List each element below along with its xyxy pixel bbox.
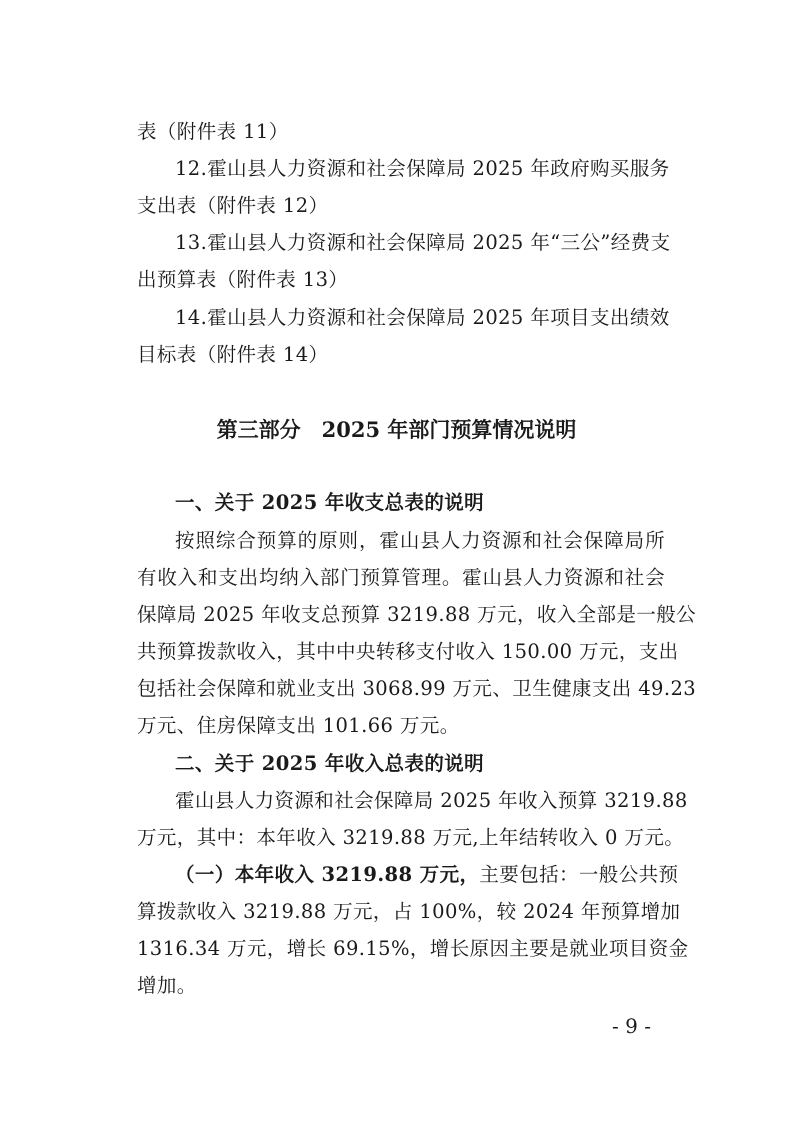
attachment-list-line: 表（附件表 11） bbox=[137, 120, 289, 143]
paragraph-line bbox=[175, 863, 678, 887]
attachment-list-item-13: 13.霍山县人力资源和社会保障局 2025 年“三公”经费支 bbox=[175, 231, 671, 254]
section-title: 第三部分 2025 年部门预算情况说明 bbox=[216, 417, 577, 442]
attachment-list-line: 出预算表（附件表 13） bbox=[137, 268, 349, 291]
paragraph-line: 按照综合预算的原则，霍山县人力资源和社会保障局所 bbox=[175, 529, 665, 552]
paragraph-line: 1316.34 万元，增长 69.15%，增长原因主要是就业项目资金 bbox=[137, 937, 689, 960]
attachment-list-item-14: 14.霍山县人力资源和社会保障局 2025 年项目支出绩效 bbox=[175, 306, 670, 329]
paragraph-line: 万元，其中：本年收入 3219.88 万元,上年结转收入 0 万元。 bbox=[137, 826, 685, 849]
attachment-list-line: 目标表（附件表 14） bbox=[137, 343, 329, 366]
paragraph-line: 共预算拨款收入，其中中央转移支付收入 150.00 万元，支出 bbox=[137, 640, 679, 663]
page-number: - 9 - bbox=[612, 1014, 651, 1038]
paragraph-line: 保障局 2025 年收支总预算 3219.88 万元，收入全部是一般公 bbox=[137, 603, 697, 626]
paragraph-line: 霍山县人力资源和社会保障局 2025 年收入预算 3219.88 bbox=[175, 789, 688, 812]
paragraph-line: 算拨款收入 3219.88 万元，占 100%，较 2024 年预算增加 bbox=[137, 900, 681, 923]
paragraph-line: 有收入和支出均纳入部门预算管理。霍山县人力资源和社会 bbox=[137, 566, 665, 589]
income-subheading-rest: 主要包括：一般公共预 bbox=[479, 863, 679, 886]
attachment-list-line: 支出表（附件表 12） bbox=[137, 194, 329, 217]
paragraph-line: 增加。 bbox=[137, 974, 197, 997]
attachment-list-item-12: 12.霍山县人力资源和社会保障局 2025 年政府购买服务 bbox=[175, 157, 670, 180]
paragraph-line: 包括社会保障和就业支出 3068.99 万元、卫生健康支出 49.23 bbox=[137, 677, 697, 700]
paragraph-line: 万元、住房保障支出 101.66 万元。 bbox=[137, 714, 460, 737]
subsection-heading-1: 一、关于 2025 年收支总表的说明 bbox=[175, 491, 485, 514]
income-subheading: （一）本年收入 3219.88 万元， bbox=[175, 863, 480, 886]
subsection-heading-2: 二、关于 2025 年收入总表的说明 bbox=[175, 752, 485, 775]
